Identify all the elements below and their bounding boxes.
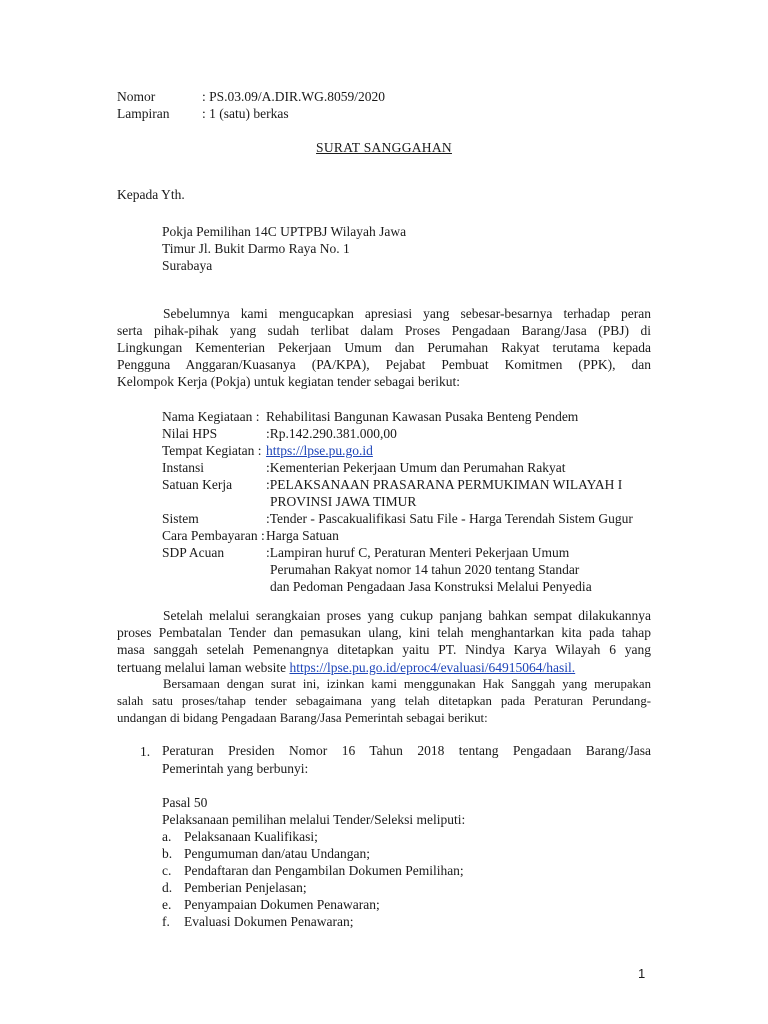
tempat-kegiatan-label: Tempat Kegiatan : bbox=[162, 443, 262, 458]
satuan-kerja-value-1: :PELAKSANAAN PRASARANA PERMUKIMAN WILAYAH I bbox=[266, 477, 623, 492]
list-number-1: 1. bbox=[140, 744, 151, 759]
instansi-label: Instansi bbox=[162, 460, 204, 475]
sdp-acuan-value-2: Perumahan Rakyat nomor 14 tahun 2020 tentang Standar bbox=[270, 562, 580, 577]
nama-kegiatan-label: Nama Kegiataan : bbox=[162, 409, 260, 424]
sdp-acuan-value-1: :Lampiran huruf C, Peraturan Menteri Pekerjaan Umum bbox=[266, 545, 570, 560]
body2-line-1: Setelah melalui serangkaian proses yang cukup panjang bahkan sempat dilakukannya bbox=[163, 608, 651, 623]
sistem-label: Sistem bbox=[162, 511, 199, 526]
satuan-kerja-value-2: PROVINSI JAWA TIMUR bbox=[270, 494, 417, 509]
pasal-item-text: Pemberian Penjelasan; bbox=[184, 880, 307, 895]
pasal-item-letter: a. bbox=[162, 829, 172, 844]
sdp-acuan-label: SDP Acuan bbox=[162, 545, 225, 560]
intro-line-5: Kelompok Kerja (Pokja) untuk kegiatan tender sebagai berikut: bbox=[117, 374, 461, 389]
pasal-item-letter: d. bbox=[162, 880, 173, 895]
body2-line-3: masa sanggah setelah Pemenangnya ditetapkan yaitu PT. Nindya Karya Wilayah 6 yang bbox=[117, 642, 651, 657]
nomor-label: Nomor bbox=[117, 89, 156, 104]
sdp-acuan-value-3: dan Pedoman Pengadaan Jasa Konstruksi Melalui Penyedia bbox=[270, 579, 592, 594]
pasal-intro: Pelaksanaan pemilihan melalui Tender/Seleksi meliputi: bbox=[162, 812, 466, 827]
body2-line-5: Bersamaan dengan surat ini, izinkan kami menggunakan Hak Sanggah yang merupakan bbox=[163, 677, 651, 691]
intro-line-4: Pengguna Anggaran/Kuasanya (PA/KPA), Pejabat Pembuat Komitmen (PPK), dan bbox=[117, 357, 651, 372]
intro-line-1: Sebelumnya kami mengucapkan apresiasi yang sebesar-besarnya terhadap peran bbox=[163, 306, 651, 321]
body2-line-4 bbox=[117, 659, 575, 676]
nilai-hps-label: Nilai HPS bbox=[162, 426, 218, 441]
salutation: Kepada Yth. bbox=[117, 187, 185, 202]
intro-line-3: Lingkungan Kementerian Pekerjaan Umum dan Perumahan Rakyat terutama kepada bbox=[117, 340, 651, 355]
pasal-item-text: Penyampaian Dokumen Penawaran; bbox=[184, 897, 380, 912]
numbered-1-line-2: Pemerintah yang berbunyi: bbox=[162, 761, 309, 776]
pasal-item-letter: b. bbox=[162, 846, 173, 861]
satuan-kerja-label: Satuan Kerja bbox=[162, 477, 233, 492]
pasal-item-text: Pelaksanaan Kualifikasi; bbox=[184, 829, 318, 844]
pasal-title: Pasal 50 bbox=[162, 795, 208, 810]
pasal-item-text: Pengumuman dan/atau Undangan; bbox=[184, 846, 370, 861]
pasal-item-text: Pendaftaran dan Pengambilan Dokumen Pemilihan; bbox=[184, 863, 464, 878]
evaluasi-link[interactable]: https://lpse.pu.go.id/eproc4/evaluasi/64915064/hasil. bbox=[289, 660, 576, 675]
page-number: 1 bbox=[638, 966, 646, 981]
document-title: SURAT SANGGAHAN bbox=[316, 140, 452, 155]
lampiran-label: Lampiran bbox=[117, 106, 170, 121]
nilai-hps-value: :Rp.142.290.381.000,00 bbox=[266, 426, 397, 441]
cara-pembayaran-value: Harga Satuan bbox=[266, 528, 339, 543]
recipient-line-3: Surabaya bbox=[162, 258, 213, 273]
pasal-item-letter: c. bbox=[162, 863, 172, 878]
recipient-line-1: Pokja Pemilihan 14C UPTPBJ Wilayah Jawa bbox=[162, 224, 407, 239]
sistem-value: :Tender - Pascakualifikasi Satu File - Harga Terendah Sistem Gugur bbox=[266, 511, 633, 526]
pasal-item-letter: f. bbox=[162, 914, 170, 929]
lampiran-value: : 1 (satu) berkas bbox=[202, 106, 289, 121]
nomor-value: : PS.03.09/A.DIR.WG.8059/2020 bbox=[202, 89, 386, 104]
body2-line-2: proses Pembatalan Tender dan pemasukan ulang, kini telah menghantarkan kita pada tahap bbox=[117, 625, 651, 640]
nama-kegiatan-value: Rehabilitasi Bangunan Kawasan Pusaka Benteng Pendem bbox=[266, 409, 579, 424]
pasal-item-text: Evaluasi Dokumen Penawaran; bbox=[184, 914, 354, 929]
intro-line-2: serta pihak-pihak yang sudah terlibat dalam Proses Pengadaan Barang/Jasa (PBJ) di bbox=[117, 323, 651, 338]
cara-pembayaran-label: Cara Pembayaran : bbox=[162, 528, 265, 543]
pasal-item-letter: e. bbox=[162, 897, 172, 912]
instansi-value: :Kementerian Pekerjaan Umum dan Perumahan Rakyat bbox=[266, 460, 566, 475]
body2-line-4-prefix: tertuang melalui laman website bbox=[117, 660, 290, 675]
recipient-line-2: Timur Jl. Bukit Darmo Raya No. 1 bbox=[162, 241, 350, 256]
body2-line-7: undangan di bidang Pengadaan Barang/Jasa Pemerintah sebagai berikut: bbox=[117, 711, 488, 725]
numbered-1-line-1: Peraturan Presiden Nomor 16 Tahun 2018 tentang Pengadaan Barang/Jasa bbox=[162, 743, 651, 758]
tempat-kegiatan-link[interactable]: https://lpse.pu.go.id bbox=[266, 443, 373, 458]
body2-line-6: salah satu proses/tahap tender sebagaimana yang telah ditetapkan pada Peraturan Perundang- bbox=[117, 694, 651, 708]
